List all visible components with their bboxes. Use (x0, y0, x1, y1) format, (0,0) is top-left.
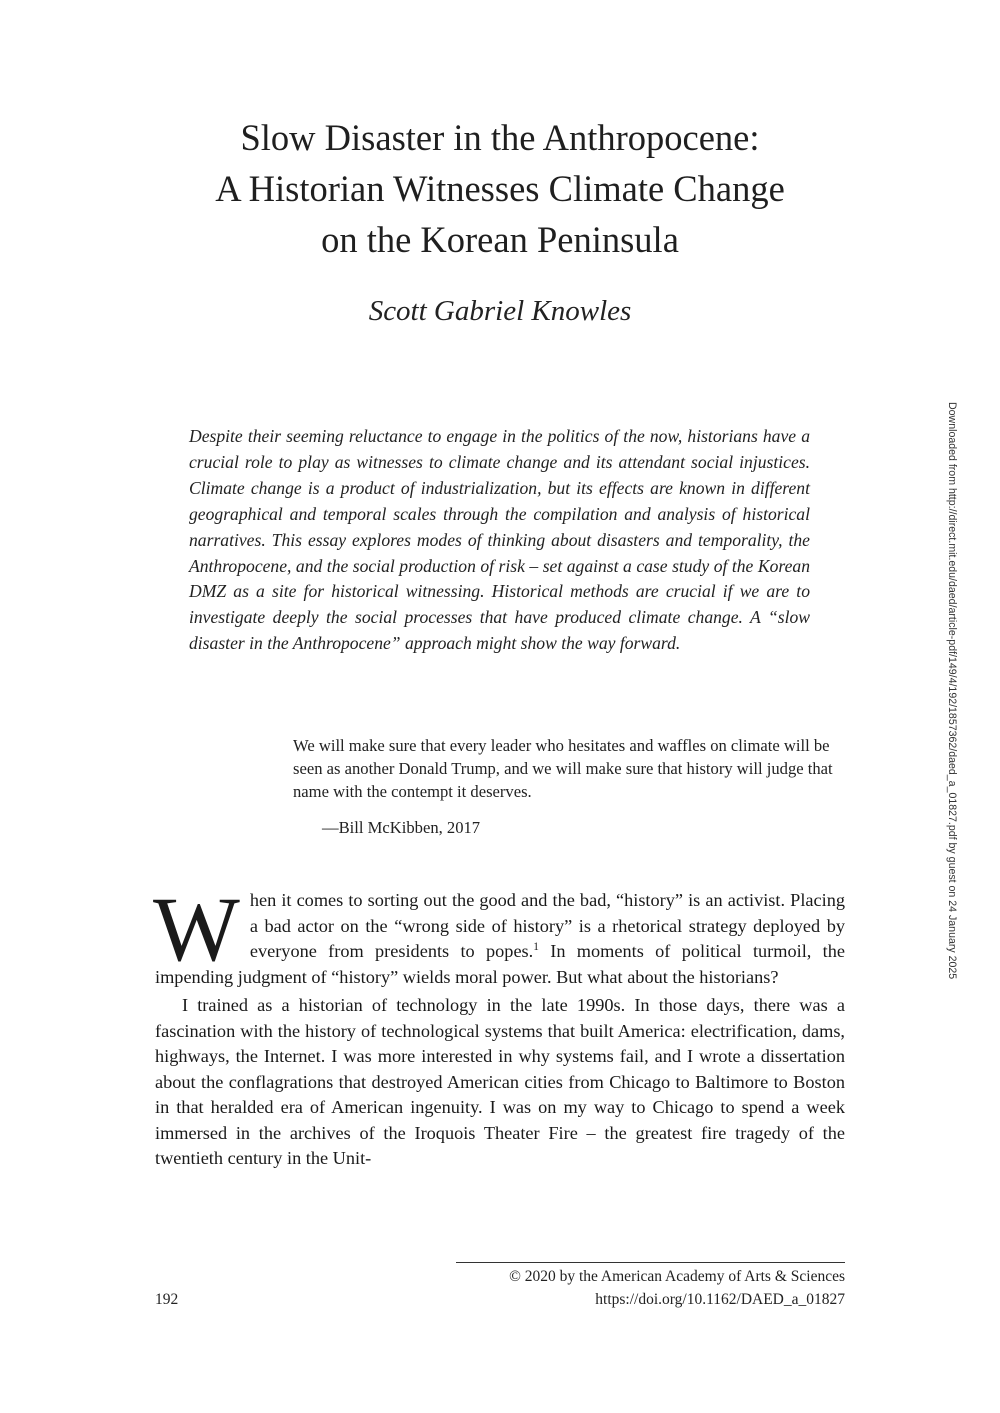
paragraph-1 (153, 878, 846, 990)
abstract: Despite their seeming reluctance to engage in the politics of the now, historians have a crucial role to play as witnesses to climate change and its attendant social injustices. Climate change is a product of industrialization, but its effects are known in different geographical and temporal scales through the compilation and analysis of historical narratives. This essay explores modes of thinking about disasters and temporality, the Anthropocene, and the social production of risk – set against a case study of the Korean DMZ as a site for historical witnessing. Historical methods are crucial if we are to investigate deeply the social processes that have produced climate change. A “slow disaster in the Anthropocene” approach might show the way forward. (189, 426, 810, 654)
doi-link[interactable]: https://doi.org/10.1162/DAED_a_01827 (595, 1291, 845, 1308)
paragraph-2: I trained as a historian of technology in the late 1990s. In those days, there was a fascination with the history of technological systems that built America: electrification, dams, highways, the Internet. I was more interested in why systems fail, and I wrote a dissertation about the conflagrations that destroyed American cities from Chicago to Baltimore to Boston in that heralded era of American ingenuity. I was on my way to Chicago to spend a week immersed in the archives of the Iroquois Theater Fire – the greatest fire tragedy of the twentieth century in the Unit- (155, 995, 845, 1168)
title-line-2: A Historian Witnesses Climate Change (215, 168, 785, 209)
download-watermark: Downloaded from http://direct.mit.edu/daed/article-pdf/149/4/192/1857362/daed_a_01827.pdf by guest on 24 January 2025 (946, 402, 958, 980)
paragraph-1-text: hen it comes to sorting out the good and the bad, “history” is an activist. Placing a bad actor on the “wrong side of history” is a rhetorical strategy deployed by everyone from presidents to popes. (249, 890, 845, 961)
page-number: 192 (155, 1291, 179, 1308)
paragraph-1-continued: In moments of political turmoil, the impending judgment of “history” wields moral power. But what about the historians? (155, 941, 846, 987)
copyright-notice: © 2020 by the American Academy of Arts & Sciences (509, 1268, 845, 1285)
drop-cap: W (153, 878, 240, 980)
epigraph-attribution: —Bill McKibben, 2017 (322, 818, 481, 838)
epigraph-quote: We will make sure that every leader who hesitates and waffles on climate will be seen as another Donald Trump, and we will make sure that history will judge that name with the contempt it deserves. (293, 736, 833, 801)
article-title (100, 112, 900, 265)
epigraph (293, 735, 833, 840)
footer-divider (456, 1262, 845, 1263)
body-text (153, 878, 846, 1172)
title-line-1: Slow Disaster in the Anthropocene: (240, 117, 760, 158)
title-line-3: on the Korean Peninsula (321, 219, 679, 260)
footnote-marker[interactable]: 1 (533, 940, 539, 953)
author-name: Scott Gabriel Knowles (368, 295, 632, 327)
